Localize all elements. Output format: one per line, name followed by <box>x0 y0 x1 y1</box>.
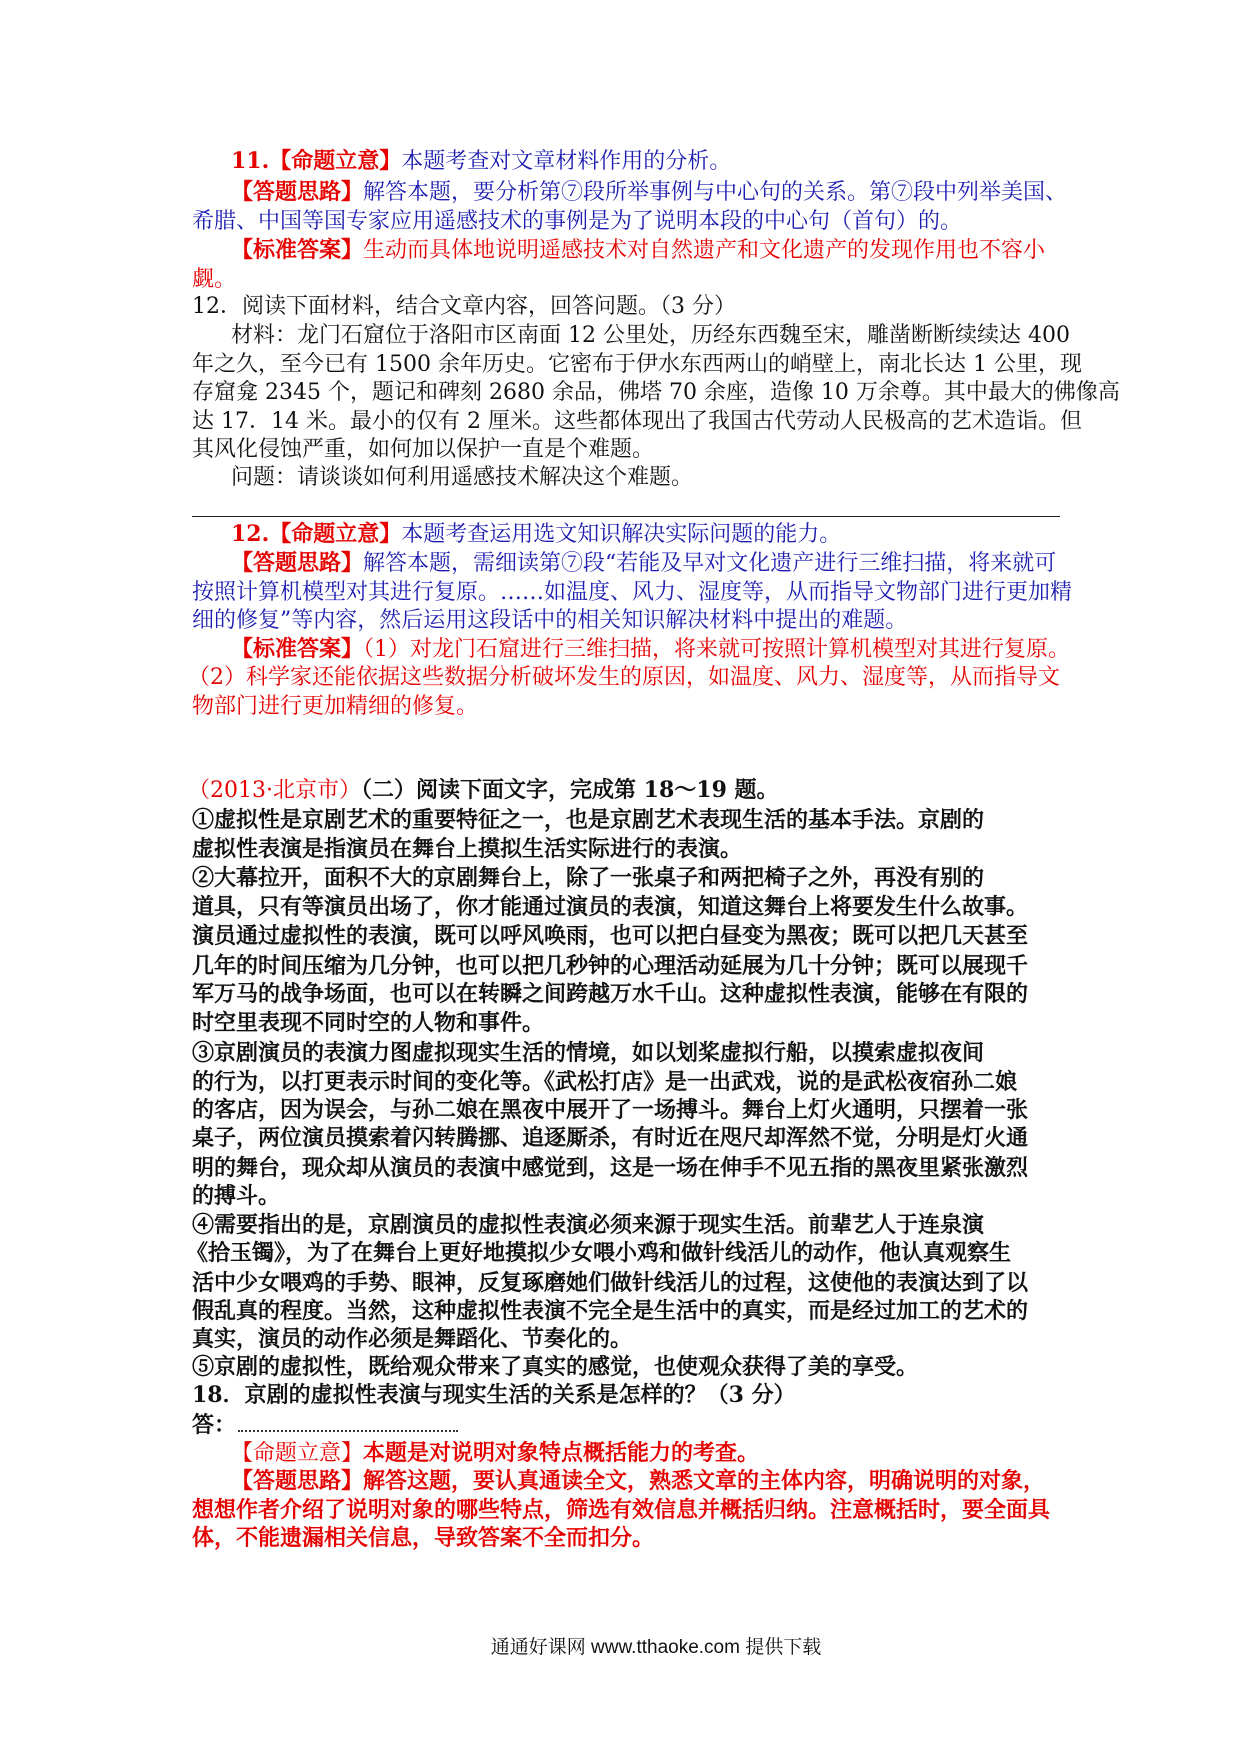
analysis-12-intent-text: 本题考查运用选文知识解决实际问题的能力。 <box>401 522 842 547</box>
passage-line: 几年的时间压缩为几分钟，也可以把几秒钟的心理活动延展为几十分钟；既可以展现千 <box>192 953 1029 979</box>
question-12-material-line: 存窟龛 2345 个，题记和碑刻 2680 余品，佛塔 70 余座，造像 10 万余尊。其中最大的佛像高 <box>192 380 1120 405</box>
question-12-material-line: 达 17．14 米。最小的仅有 2 厘米。这些都体现出了我国古代劳动人民极高的艺术造诣。但 <box>192 409 1082 434</box>
passage-line: 真实，演员的动作必须是舞蹈化、节奏化的。 <box>192 1326 633 1352</box>
passage-line: ④需要指出的是，京剧演员的虚拟性表演必须来源于现实生活。前辈艺人于连泉演 <box>192 1212 985 1238</box>
page-footer: 通通好课网 www.tthaoke.com 提供下载 <box>490 1637 822 1658</box>
analysis-18-approach-label: 【答题思路】 <box>231 1468 364 1494</box>
section-divider <box>192 516 1060 517</box>
analysis-12-approach-line <box>231 549 1056 577</box>
analysis-11-approach-text: 希腊、中国等国专家应用遥感技术的事例是为了说明本段的中心句（首句）的。 <box>192 209 963 234</box>
passage-line: 《拾玉镯》，为了在舞台上更好地摸拟少女喂小鸡和做针线活儿的动作，他认真观察生 <box>186 1240 1012 1266</box>
question-12-question: 问题：请谈谈如何利用遥感技术解决这个难题。 <box>231 465 694 490</box>
analysis-11-answer-text: 觑。 <box>192 267 237 292</box>
question-18-answer-line <box>192 1411 458 1439</box>
analysis-18-approach-text: 想想作者介绍了说明对象的哪些特点，筛选有效信息并概括归纳。注意概括时，要全面具 <box>192 1497 1051 1523</box>
analysis-18-intent-text: 本题是对说明对象特点概括能力的考查。 <box>363 1440 760 1466</box>
passage-line: 军万马的战争场面，也可以在转瞬之间跨越万水千山。这种虚拟性表演，能够在有限的 <box>192 981 1029 1007</box>
passage-heading-line <box>188 776 779 804</box>
analysis-18-approach-text: 体，不能遗漏相关信息，导致答案不全而扣分。 <box>192 1525 655 1551</box>
question-18-prompt: 18．京剧的虚拟性表演与现实生活的关系是怎样的？（3 分） <box>192 1382 796 1408</box>
passage-line: 活中少女喂鸡的手势、眼神，反复琢磨她们做针线活儿的过程，这使他的表演达到了以 <box>192 1270 1029 1296</box>
analysis-12-answer-text: 物部门进行更加精细的修复。 <box>192 694 479 719</box>
passage-line: 明的舞台，现众却从演员的表演中感觉到，这是一场在伸手不见五指的黑夜里紧张激烈 <box>192 1155 1029 1181</box>
answer-blank[interactable] <box>238 1412 458 1432</box>
analysis-11-approach-label: 【答题思路】 <box>231 179 364 205</box>
analysis-12-approach-text: 细的修复”等内容，然后运用这段话中的相关知识解决材料中提出的难题。 <box>192 608 908 633</box>
analysis-11-answer-line <box>231 236 1045 264</box>
passage-line: ③京剧演员的表演力图虚拟现实生活的情境，如以划桨虚拟行船，以摸索虚拟夜间 <box>192 1040 985 1066</box>
passage-line: 道具，只有等演员出场了，你才能通过演员的表演，知道这舞台上将要发生什么故事。 <box>192 894 1029 920</box>
analysis-18-intent-line <box>231 1439 759 1467</box>
question-18-answer-label: 答： <box>192 1412 237 1438</box>
analysis-12-answer-label: 【标准答案】 <box>231 636 364 662</box>
analysis-11-approach-line <box>231 178 1067 206</box>
analysis-18-approach-line <box>231 1467 1045 1495</box>
analysis-12-approach-text: 按照计算机模型对其进行复原。……如温度、风力、湿度等，从而指导文物部门进行更加精 <box>192 580 1073 605</box>
analysis-11-intent-text: 本题考查对文章材料作用的分析。 <box>401 149 732 174</box>
analysis-12-label: 12.【命题立意】 <box>231 521 402 547</box>
passage-line: ②大幕拉开，面积不大的京剧舞台上，除了一张桌子和两把椅子之外，再没有别的 <box>192 865 985 891</box>
analysis-11-answer-text: 生动而具体地说明遥感技术对自然遗产和文化遗产的发现作用也不容小 <box>363 238 1046 263</box>
passage-line: 演员通过虚拟性的表演，既可以呼风唤雨，也可以把白昼变为黑夜；既可以把几天甚至 <box>192 923 1029 949</box>
analysis-12-answer-line <box>231 635 1070 663</box>
passage-line: 时空里表现不同时空的人物和事件。 <box>192 1010 545 1036</box>
passage-line: ⑤京剧的虚拟性，既给观众带来了真实的感觉，也使观众获得了美的享受。 <box>192 1354 919 1380</box>
passage-line: 的行为，以打更表示时间的变化等。《武松打店》是一出武戏，说的是武松夜宿孙二娘 <box>192 1069 1018 1095</box>
passage-source: （2013·北京市） <box>188 778 361 803</box>
analysis-11-intent-line <box>231 147 731 175</box>
passage-line: ①虚拟性是京剧艺术的重要特征之一，也是京剧艺术表现生活的基本手法。京剧的 <box>192 807 985 833</box>
analysis-12-answer-text: （2）科学家还能依据这些数据分析破坏发生的原因，如温度、风力、湿度等，从而指导文 <box>188 665 1061 690</box>
passage-line: 桌子，两位演员摸索着闪转腾挪、追逐厮杀，有时近在咫尺却浑然不觉，分明是灯火通 <box>192 1125 1029 1151</box>
analysis-12-intent-line <box>231 520 841 548</box>
passage-heading: （二）阅读下面文字，完成第 18～19 题。 <box>360 777 779 803</box>
passage-line: 虚拟性表演是指演员在舞台上摸拟生活实际进行的表演。 <box>192 836 743 862</box>
analysis-11-label: 11.【命题立意】 <box>231 148 402 174</box>
analysis-12-approach-label: 【答题思路】 <box>231 550 364 576</box>
analysis-11-answer-label: 【标准答案】 <box>231 237 364 263</box>
passage-line: 的搏斗。 <box>192 1183 281 1209</box>
question-12-material-line: 年之久，至今已有 1500 余年历史。它密布于伊水东西两山的峭壁上，南北长达 1 公里，现 <box>192 352 1082 377</box>
analysis-18-intent-label: 【命题立意】 <box>231 1441 364 1466</box>
analysis-12-answer-text: （1）对龙门石窟进行三维扫描，将来就可按照计算机模型对其进行复原。 <box>363 637 1071 662</box>
analysis-12-approach-text: 解答本题，需细读第⑦段“若能及早对文化遗产进行三维扫描，将来就可 <box>363 551 1057 576</box>
passage-line: 假乱真的程度。当然，这种虚拟性表演不完全是生活中的真实，而是经过加工的艺术的 <box>192 1298 1029 1324</box>
analysis-18-approach-text: 解答这题，要认真通读全文，熟悉文章的主体内容，明确说明的对象， <box>363 1468 1046 1494</box>
question-12-material-line: 其风化侵蚀严重，如何加以保护一直是个难题。 <box>192 437 655 462</box>
passage-line: 的客店，因为误会，与孙二娘在黑夜中展开了一场搏斗。舞台上灯火通明，只摆着一张 <box>192 1097 1029 1123</box>
question-12-material-line: 材料：龙门石窟位于洛阳市区南面 12 公里处，历经东西魏至宋，雕凿断断续续达 400 <box>231 323 1070 348</box>
question-12-prompt: 12．阅读下面材料，结合文章内容，回答问题。（3 分） <box>192 294 736 319</box>
analysis-11-approach-text: 解答本题，要分析第⑦段所举事例与中心句的关系。第⑦段中列举美国、 <box>363 180 1068 205</box>
